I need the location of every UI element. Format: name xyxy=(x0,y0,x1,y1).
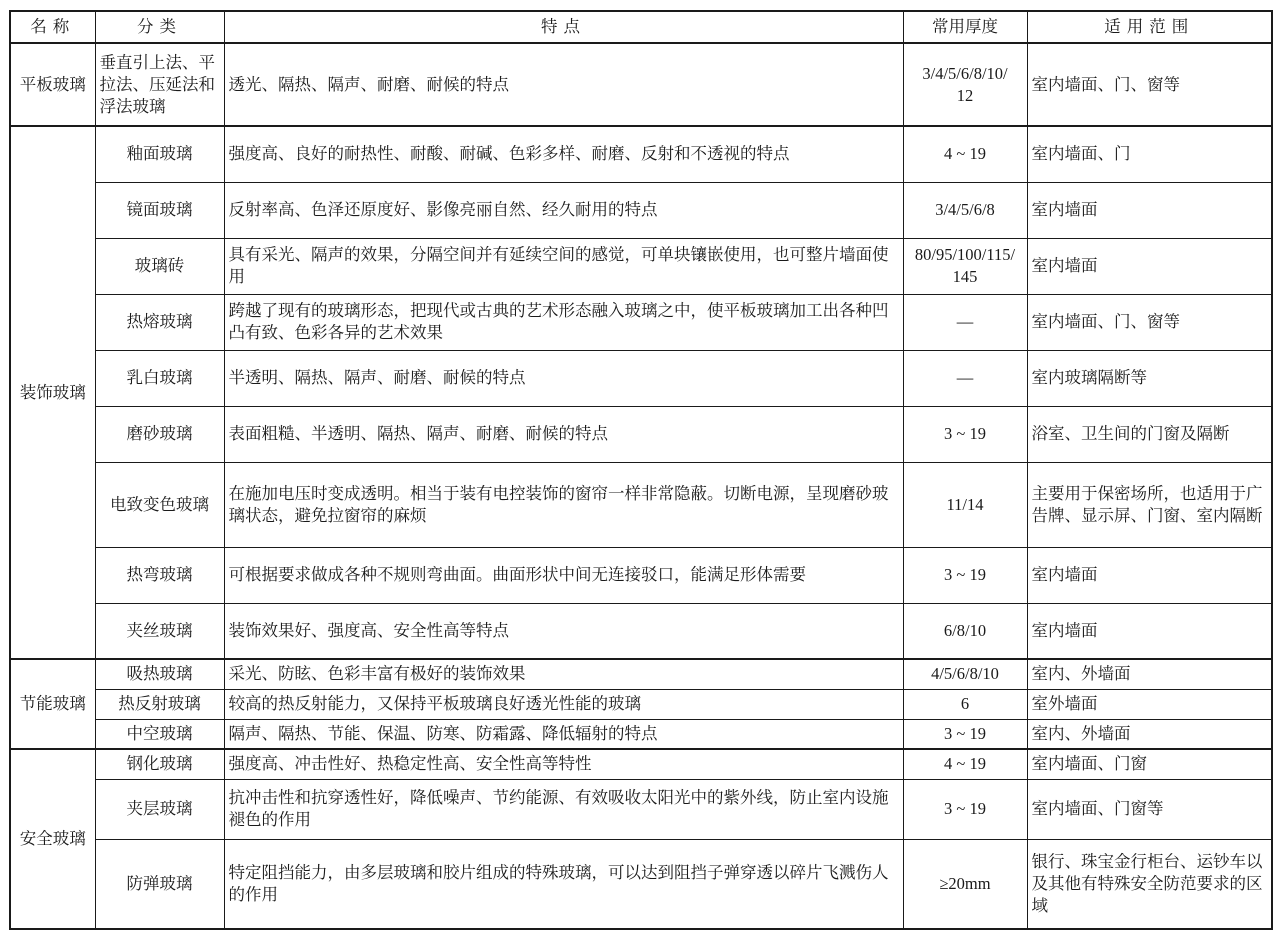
row-category xyxy=(95,749,224,779)
row-thickness xyxy=(903,350,1027,406)
row-category xyxy=(95,689,224,719)
table-row xyxy=(10,294,1272,350)
row-category-text: 夹丝玻璃 xyxy=(126,620,193,640)
row-scope-text: 室内墙面、门 xyxy=(1031,144,1131,164)
row-category xyxy=(95,603,224,659)
row-features-text: 特定阻挡能力，由多层玻璃和胶片组成的特殊玻璃，可以达到阻挡子弹穿透以碎片飞溅伤人的作用 xyxy=(228,862,889,904)
row-features xyxy=(224,659,903,689)
header-category: 分类 xyxy=(95,11,224,43)
row-features xyxy=(224,126,903,182)
row-thickness-text: 4 ~ 19 xyxy=(944,754,986,774)
row-thickness xyxy=(903,462,1027,547)
row-category xyxy=(95,779,224,839)
row-scope xyxy=(1027,43,1272,126)
row-thickness-text: ≥20mm xyxy=(939,873,991,893)
table-row xyxy=(10,749,1272,779)
row-scope-text: 银行、珠宝金行柜台、运钞车以及其他有特殊安全防范要求的区域 xyxy=(1031,851,1263,915)
header-name: 名称 xyxy=(10,11,95,43)
table-body xyxy=(10,43,1272,929)
group-name: 安全玻璃 xyxy=(10,749,95,929)
table-row xyxy=(10,719,1272,749)
row-features-text: 反射率高、色泽还原度好、影像亮丽自然、经久耐用的特点 xyxy=(228,200,658,219)
row-thickness xyxy=(903,43,1027,126)
row-thickness-text: 3 ~ 19 xyxy=(944,723,986,743)
row-scope xyxy=(1027,294,1272,350)
row-scope xyxy=(1027,462,1272,547)
row-category xyxy=(95,659,224,689)
row-features-text: 较高的热反射能力，又保持平板玻璃良好透光性能的玻璃 xyxy=(228,694,641,713)
group-name: 节能玻璃 xyxy=(10,659,95,749)
row-thickness-text: 80/95/100/115/145 xyxy=(914,245,1016,286)
row-thickness xyxy=(903,839,1027,929)
row-features-text: 半透明、隔热、隔声、耐磨、耐候的特点 xyxy=(228,368,526,387)
table-row xyxy=(10,406,1272,462)
row-category xyxy=(95,547,224,603)
row-features xyxy=(224,406,903,462)
row-scope xyxy=(1027,779,1272,839)
row-category-text: 热熔玻璃 xyxy=(126,312,193,331)
row-category xyxy=(95,719,224,749)
row-features-text: 在施加电压时变成透明。相当于装有电控装饰的窗帘一样非常隐蔽。切断电源，呈现磨砂玻璃状态，避免拉窗帘的麻烦 xyxy=(228,483,889,525)
row-scope-text: 室内墙面 xyxy=(1031,200,1098,219)
row-features xyxy=(224,749,903,779)
header-scope: 适用范围 xyxy=(1027,11,1272,43)
row-category xyxy=(95,43,224,126)
row-thickness-text: 3 ~ 19 xyxy=(944,799,986,818)
row-features xyxy=(224,350,903,406)
row-category-text: 玻璃砖 xyxy=(134,256,185,275)
table-row xyxy=(10,126,1272,182)
row-thickness xyxy=(903,547,1027,603)
row-thickness-text: 3 ~ 19 xyxy=(944,565,986,584)
table-row xyxy=(10,238,1272,294)
row-features-text: 透光、隔热、隔声、耐磨、耐候的特点 xyxy=(228,74,509,94)
row-thickness xyxy=(903,779,1027,839)
row-category xyxy=(95,294,224,350)
header-features: 特点 xyxy=(224,11,903,43)
row-thickness xyxy=(903,406,1027,462)
row-scope xyxy=(1027,182,1272,238)
row-thickness xyxy=(903,238,1027,294)
row-scope xyxy=(1027,839,1272,929)
row-thickness-text: — xyxy=(956,368,974,387)
row-thickness-text: 6/8/10 xyxy=(943,620,987,640)
row-thickness xyxy=(903,689,1027,719)
row-thickness xyxy=(903,603,1027,659)
row-category-text: 防弹玻璃 xyxy=(126,873,193,893)
row-category xyxy=(95,406,224,462)
row-scope-text: 主要用于保密场所，也适用于广告牌、显示屏、门窗、室内隔断 xyxy=(1031,483,1263,525)
row-features xyxy=(224,182,903,238)
header-row xyxy=(10,11,1272,43)
row-scope-text: 室内、外墙面 xyxy=(1031,664,1131,684)
row-scope xyxy=(1027,547,1272,603)
table-row xyxy=(10,182,1272,238)
row-category-text: 垂直引上法、平拉法、压延法和浮法玻璃 xyxy=(99,52,215,116)
table-row xyxy=(10,779,1272,839)
row-scope-text: 室内墙面 xyxy=(1031,565,1098,584)
row-thickness-text: 3 ~ 19 xyxy=(944,424,986,443)
row-category xyxy=(95,238,224,294)
row-scope-text: 室外墙面 xyxy=(1031,694,1098,713)
table-row xyxy=(10,603,1272,659)
row-scope xyxy=(1027,749,1272,779)
row-features-text: 强度高、冲击性好、热稳定性高、安全性高等特性 xyxy=(228,754,592,774)
row-scope xyxy=(1027,238,1272,294)
row-category-text: 吸热玻璃 xyxy=(126,664,193,684)
row-category-text: 热反射玻璃 xyxy=(118,694,201,713)
row-features-text: 可根据要求做成各种不规则弯曲面。曲面形状中间无连接驳口，能满足形体需要 xyxy=(228,565,806,584)
row-thickness xyxy=(903,126,1027,182)
row-category xyxy=(95,462,224,547)
row-category-text: 釉面玻璃 xyxy=(126,144,193,164)
row-thickness xyxy=(903,719,1027,749)
row-features xyxy=(224,839,903,929)
row-features-text: 抗冲击性和抗穿透性好，降低噪声、节约能源、有效吸收太阳光中的紫外线，防止室内设施褪色的作用 xyxy=(228,788,889,829)
row-thickness-text: 11/14 xyxy=(946,494,984,514)
group-name: 平板玻璃 xyxy=(10,43,95,126)
row-scope-text: 室内墙面 xyxy=(1031,620,1098,640)
row-category xyxy=(95,839,224,929)
row-category xyxy=(95,126,224,182)
row-features xyxy=(224,603,903,659)
group-name: 装饰玻璃 xyxy=(10,126,95,659)
row-scope-text: 室内玻璃隔断等 xyxy=(1031,368,1147,387)
row-category-text: 乳白玻璃 xyxy=(126,368,193,387)
row-features-text: 跨越了现有的玻璃形态，把现代或古典的艺术形态融入玻璃之中，使平板玻璃加工出各种凹凸有致、色彩各异的艺术效果 xyxy=(228,301,889,342)
table-row xyxy=(10,43,1272,126)
table-row xyxy=(10,462,1272,547)
row-category xyxy=(95,350,224,406)
row-features-text: 表面粗糙、半透明、隔热、隔声、耐磨、耐候的特点 xyxy=(228,424,608,443)
row-thickness-text: 6 xyxy=(960,694,970,713)
row-category-text: 中空玻璃 xyxy=(126,723,193,743)
row-thickness xyxy=(903,182,1027,238)
row-scope-text: 室内墙面 xyxy=(1031,256,1098,275)
table-row xyxy=(10,659,1272,689)
table-row xyxy=(10,839,1272,929)
row-thickness xyxy=(903,659,1027,689)
row-thickness xyxy=(903,294,1027,350)
row-thickness-text: — xyxy=(956,312,974,331)
row-features-text: 采光、防眩、色彩丰富有极好的装饰效果 xyxy=(228,664,526,684)
row-scope xyxy=(1027,719,1272,749)
row-thickness-text: 4 ~ 19 xyxy=(944,144,986,164)
row-features-text: 隔声、隔热、节能、保温、防寒、防霜露、降低辐射的特点 xyxy=(228,723,658,743)
row-category-text: 热弯玻璃 xyxy=(126,565,193,584)
row-features xyxy=(224,462,903,547)
table-row xyxy=(10,547,1272,603)
row-features-text: 装饰效果好、强度高、安全性高等特点 xyxy=(228,620,509,640)
row-scope-text: 室内、外墙面 xyxy=(1031,723,1131,743)
row-scope-text: 室内墙面、门、窗等 xyxy=(1031,312,1180,331)
table-row xyxy=(10,689,1272,719)
row-thickness-text: 3/4/5/6/8 xyxy=(935,200,995,219)
row-features xyxy=(224,547,903,603)
row-category-text: 夹层玻璃 xyxy=(126,799,193,818)
row-scope-text: 浴室、卫生间的门窗及隔断 xyxy=(1031,424,1230,443)
row-scope xyxy=(1027,350,1272,406)
header-thickness: 常用厚度 xyxy=(903,11,1027,43)
row-features xyxy=(224,779,903,839)
row-scope xyxy=(1027,689,1272,719)
row-scope xyxy=(1027,659,1272,689)
row-features xyxy=(224,238,903,294)
row-scope-text: 室内墙面、门窗等 xyxy=(1031,799,1164,818)
row-category-text: 电致变色玻璃 xyxy=(110,494,209,514)
row-features-text: 强度高、良好的耐热性、耐酸、耐碱、色彩多样、耐磨、反射和不透视的特点 xyxy=(228,144,790,164)
row-scope xyxy=(1027,406,1272,462)
row-scope xyxy=(1027,603,1272,659)
row-scope-text: 室内墙面、门窗 xyxy=(1031,754,1147,774)
glass-classification-table xyxy=(9,10,1273,930)
row-scope-text: 室内墙面、门、窗等 xyxy=(1031,74,1180,94)
row-thickness-text: 4/5/6/8/10 xyxy=(931,664,999,684)
row-category xyxy=(95,182,224,238)
row-scope xyxy=(1027,126,1272,182)
row-category-text: 钢化玻璃 xyxy=(126,754,193,774)
row-features xyxy=(224,719,903,749)
row-thickness xyxy=(903,749,1027,779)
row-thickness-text: 3/4/5/6/8/10/12 xyxy=(922,63,1008,105)
row-features xyxy=(224,689,903,719)
row-features xyxy=(224,294,903,350)
table-row xyxy=(10,350,1272,406)
row-features xyxy=(224,43,903,126)
row-category-text: 磨砂玻璃 xyxy=(126,424,193,443)
row-features-text: 具有采光、隔声的效果，分隔空间并有延续空间的感觉，可单块镶嵌使用，也可整片墙面使用 xyxy=(228,245,889,286)
row-category-text: 镜面玻璃 xyxy=(126,200,193,219)
